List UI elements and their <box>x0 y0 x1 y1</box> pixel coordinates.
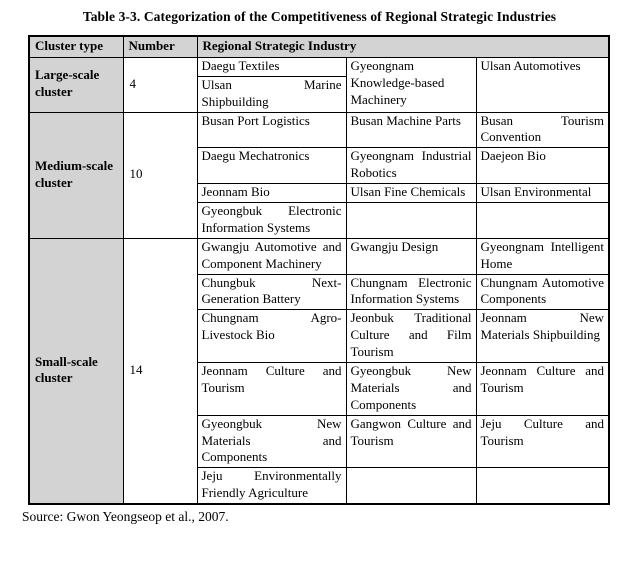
industry-cell: Jeonnam Culture and Tourism <box>197 363 346 416</box>
industry-cell-empty <box>346 203 476 239</box>
industry-cell-empty <box>476 468 609 504</box>
industry-cell: Gyeongbuk Electronic Information Systems <box>197 203 346 239</box>
header-row <box>29 36 609 57</box>
industry-cell: Ulsan Environmental <box>476 184 609 203</box>
industry-cell: Chungbuk Next-Generation Battery <box>197 274 346 310</box>
table-row <box>29 57 609 76</box>
industry-cell: Chungnam Electronic Information Systems <box>346 274 476 310</box>
industry-cell: Ulsan Fine Chemicals <box>346 184 476 203</box>
number-cell-large-scale: 4 <box>123 57 197 112</box>
table-caption: Table 3-3. Categorization of the Competitiveness of Regional Strategic Industries <box>82 9 557 24</box>
source-note: Source: Gwon Yeongseop et al., 2007. <box>22 509 229 525</box>
industry-cell-empty <box>346 468 476 504</box>
industry-cell: Jeonnam Culture and Tourism <box>476 363 609 416</box>
number-cell-medium-scale: 10 <box>123 112 197 238</box>
header-cell-cluster-type: Cluster type <box>29 36 123 57</box>
industry-cell: Ulsan Automotives <box>476 57 609 112</box>
industry-cell: Daegu Textiles <box>197 57 346 76</box>
cluster-cell-large-scale: Large-scale cluster <box>29 57 123 112</box>
industry-cell: Gyeongbuk New Materials and Components <box>197 415 346 468</box>
industry-cell: Gyeongnam Intelligent Home <box>476 238 609 274</box>
industry-cell: Ulsan Marine Shipbuilding <box>197 76 346 112</box>
industry-cell: Busan Tourism Convention <box>476 112 609 148</box>
industry-cell: Gyeongnam Industrial Robotics <box>346 148 476 184</box>
industry-cell: Jeju Environmentally Friendly Agriculture <box>197 468 346 504</box>
industries-table <box>28 35 610 505</box>
cluster-cell-medium-scale: Medium-scale cluster <box>29 112 123 238</box>
industry-cell: Gyeongnam Knowledge-based Machinery <box>346 57 476 112</box>
industry-cell: Chungnam Agro-Livestock Bio <box>197 310 346 363</box>
industry-cell: Gangwon Culture and Tourism <box>346 415 476 468</box>
cluster-cell-small-scale: Small-scale cluster <box>29 238 123 504</box>
industry-cell: Jeju Culture and Tourism <box>476 415 609 468</box>
number-cell-small-scale: 14 <box>123 238 197 504</box>
industry-cell: Chungnam Automotive Components <box>476 274 609 310</box>
industry-cell: Busan Machine Parts <box>346 112 476 148</box>
industry-cell: Daejeon Bio <box>476 148 609 184</box>
industry-cell: Gyeongbuk New Materials and Components <box>346 363 476 416</box>
header-cell-regional-strategic-industry: Regional Strategic Industry <box>197 36 609 57</box>
industry-cell: Jeonnam New Materials Shipbuilding <box>476 310 609 363</box>
industry-cell: Gwangju Automotive and Component Machinery <box>197 238 346 274</box>
industry-cell: Busan Port Logistics <box>197 112 346 148</box>
table-row <box>29 112 609 148</box>
industry-cell: Daegu Mechatronics <box>197 148 346 184</box>
header-cell-number: Number <box>123 36 197 57</box>
table-row <box>29 238 609 274</box>
industry-cell: Gwangju Design <box>346 238 476 274</box>
industry-cell-empty <box>476 203 609 239</box>
industry-cell: Jeonbuk Traditional Culture and Film Tourism <box>346 310 476 363</box>
industry-cell: Jeonnam Bio <box>197 184 346 203</box>
